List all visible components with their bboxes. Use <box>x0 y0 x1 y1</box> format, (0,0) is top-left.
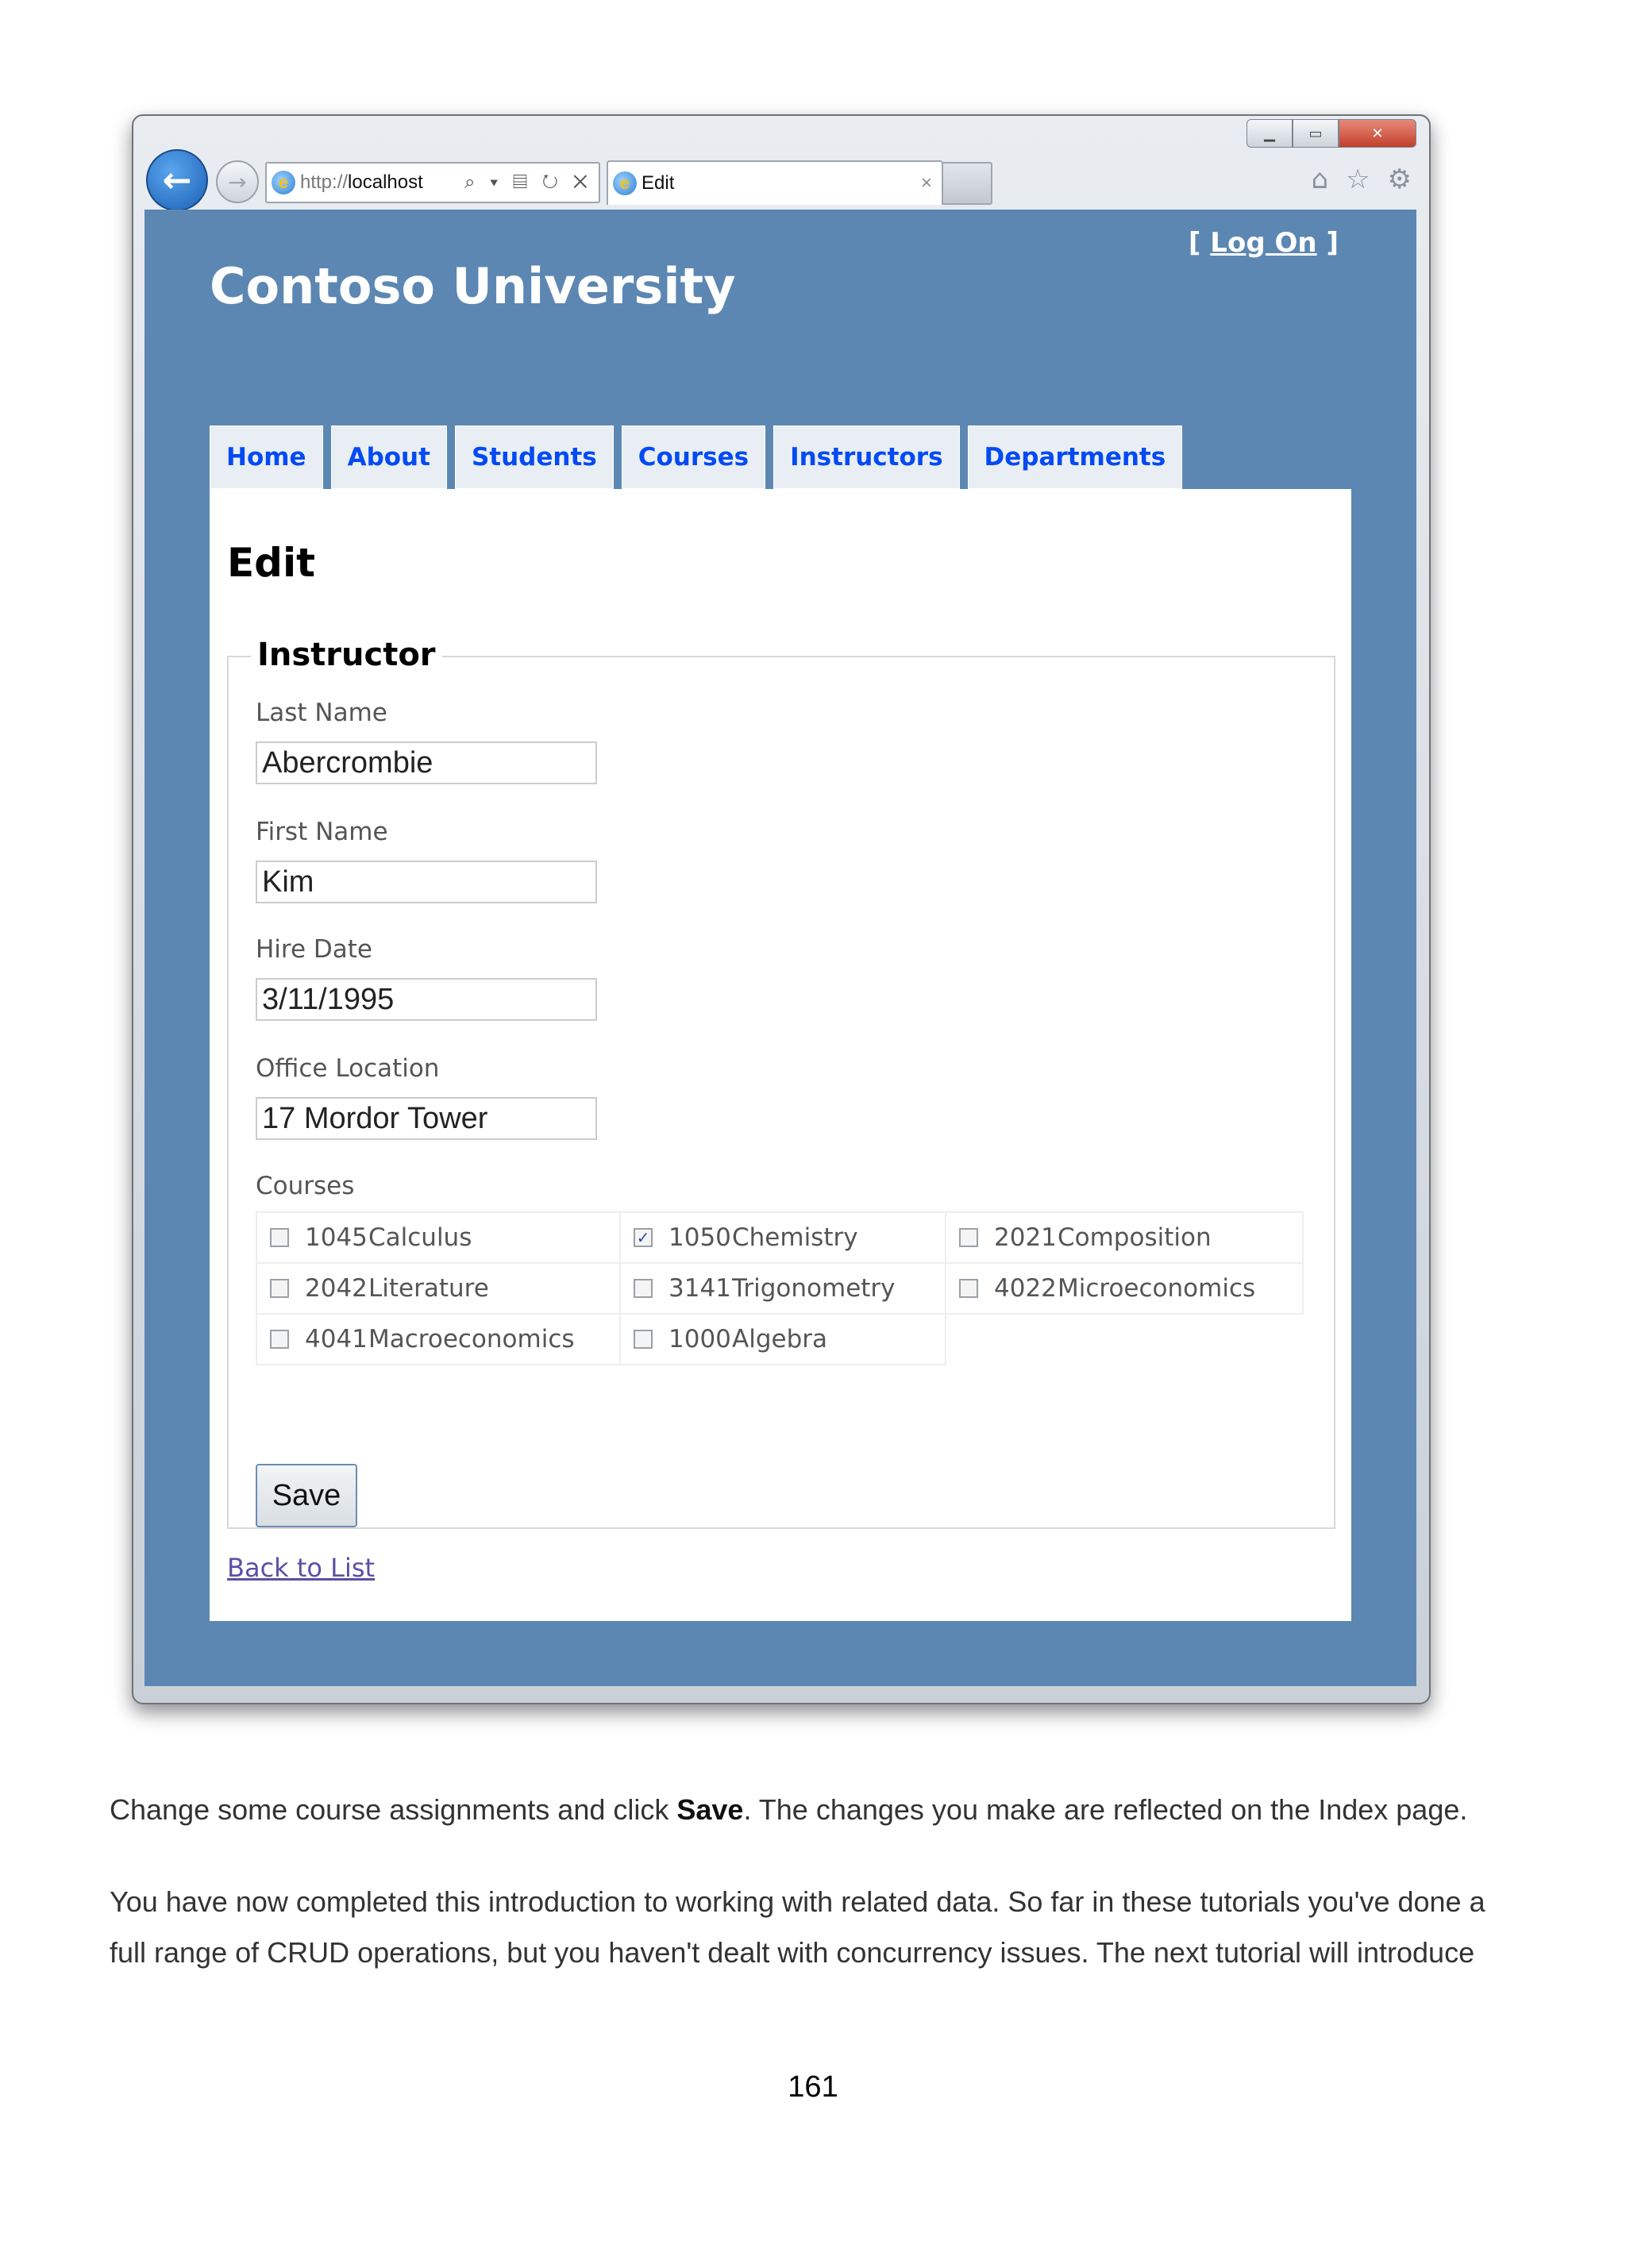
course-cell <box>620 1263 946 1314</box>
hire-date-field[interactable] <box>256 978 597 1021</box>
page-title: Edit <box>227 540 315 586</box>
address-tools-icon[interactable]: ⌕ ▾ ▤ ↻ ✕ <box>464 171 592 193</box>
main-menu <box>210 425 1182 489</box>
course-id: 1050 <box>669 1223 731 1252</box>
course-cell <box>256 1263 620 1314</box>
new-tab-button[interactable] <box>942 162 992 205</box>
course-cell <box>620 1314 946 1365</box>
para2-line-1: You have now completed this introduction to working with related data. So far in these tutorials you've done a <box>110 1885 1485 1918</box>
gear-icon[interactable]: ⚙ <box>1387 164 1412 195</box>
course-title: Composition <box>1058 1223 1212 1252</box>
course-checkbox[interactable] <box>634 1330 653 1349</box>
course-id: 1045 <box>305 1223 368 1252</box>
course-title: Microeconomics <box>1058 1274 1256 1303</box>
back-to-list-link[interactable]: Back to List <box>227 1553 376 1583</box>
first-name-field[interactable] <box>256 861 597 903</box>
course-id: 2021 <box>994 1223 1057 1252</box>
page-viewport <box>144 210 1416 1686</box>
courses-table <box>256 1211 1304 1365</box>
course-id: 4041 <box>305 1325 368 1353</box>
paragraph-save-instructions <box>110 1785 1523 1835</box>
course-cell <box>946 1212 1303 1263</box>
course-checkbox[interactable] <box>270 1279 289 1298</box>
tab-ie-icon: e <box>613 171 637 195</box>
para1-text-end: . The changes you make are reflected on the Index page. <box>743 1793 1468 1826</box>
tab-title: Edit <box>642 172 675 194</box>
menu-students[interactable]: Students <box>455 425 614 489</box>
course-id: 3141 <box>669 1274 731 1303</box>
course-title: Algebra <box>732 1325 827 1353</box>
course-cell <box>256 1212 620 1263</box>
course-title: Literature <box>368 1274 489 1303</box>
logon-area <box>1189 227 1339 259</box>
para1-text-start: Change some course assignments and click <box>110 1793 677 1826</box>
tab-edit[interactable] <box>607 160 943 205</box>
table-row <box>256 1212 1303 1263</box>
course-title: Chemistry <box>732 1223 858 1252</box>
course-checkbox[interactable]: ✓ <box>634 1228 653 1247</box>
para1-bold-save: Save <box>676 1793 744 1826</box>
para2-line-2: full range of CRUD operations, but you haven't dealt with concurrency issues. The next tutorial will introduce <box>110 1936 1475 1969</box>
courses-label: Courses <box>256 1172 355 1200</box>
maximize-icon[interactable]: ▭ <box>1293 119 1339 148</box>
menu-home[interactable]: Home <box>210 425 323 489</box>
course-title: Calculus <box>368 1223 472 1252</box>
course-cell <box>256 1314 620 1365</box>
first-name-label: First Name <box>256 818 388 846</box>
back-arrow-icon[interactable]: ← <box>146 149 208 211</box>
menu-about[interactable]: About <box>331 425 447 489</box>
course-cell <box>946 1263 1303 1314</box>
menu-courses[interactable]: Courses <box>622 425 765 489</box>
course-checkbox[interactable] <box>959 1228 978 1247</box>
menu-departments[interactable]: Departments <box>968 425 1183 489</box>
browser-window <box>132 114 1431 1704</box>
course-id: 1000 <box>669 1325 731 1353</box>
instructor-fieldset <box>227 637 1335 1529</box>
save-button[interactable]: Save <box>256 1464 357 1527</box>
ie-page-icon: e <box>272 171 295 194</box>
logon-bracket-open: [ <box>1188 227 1211 259</box>
course-id: 2042 <box>305 1274 368 1303</box>
course-id: 4022 <box>994 1274 1057 1303</box>
fieldset-legend: Instructor <box>251 637 442 673</box>
close-icon[interactable]: ✕ <box>1339 119 1416 148</box>
address-bar[interactable] <box>265 162 600 203</box>
browser-toolbar <box>1311 164 1412 195</box>
main-content <box>210 489 1351 1621</box>
minimize-icon[interactable]: ▁ <box>1246 119 1293 148</box>
empty-cell <box>946 1314 1303 1365</box>
paragraph-conclusion <box>110 1877 1523 1978</box>
course-title: Macroeconomics <box>368 1325 575 1353</box>
course-checkbox[interactable] <box>959 1279 978 1298</box>
course-checkbox[interactable] <box>634 1279 653 1298</box>
last-name-field[interactable] <box>256 741 597 784</box>
last-name-label: Last Name <box>256 699 387 727</box>
course-title: Trigonometry <box>732 1274 896 1303</box>
home-icon[interactable]: ⌂ <box>1311 164 1329 195</box>
tab-close-icon[interactable]: × <box>920 172 932 194</box>
table-row <box>256 1263 1303 1314</box>
course-cell <box>620 1212 946 1263</box>
address-protocol: http:// <box>300 171 349 193</box>
logon-bracket-close: ] <box>1316 227 1339 259</box>
hire-date-label: Hire Date <box>256 935 373 964</box>
menu-instructors[interactable]: Instructors <box>773 425 959 489</box>
office-location-label: Office Location <box>256 1054 440 1083</box>
table-row <box>256 1314 1303 1365</box>
course-checkbox[interactable] <box>270 1228 289 1247</box>
office-location-field[interactable] <box>256 1097 597 1140</box>
address-host: localhost <box>348 171 423 193</box>
course-checkbox[interactable] <box>270 1330 289 1349</box>
site-title: Contoso University <box>210 257 736 315</box>
forward-arrow-icon[interactable]: → <box>216 160 259 203</box>
window-controls <box>1246 119 1416 148</box>
favorites-star-icon[interactable]: ☆ <box>1346 164 1370 195</box>
logon-link[interactable]: Log On <box>1210 227 1317 259</box>
page-number: 161 <box>788 2070 838 2104</box>
